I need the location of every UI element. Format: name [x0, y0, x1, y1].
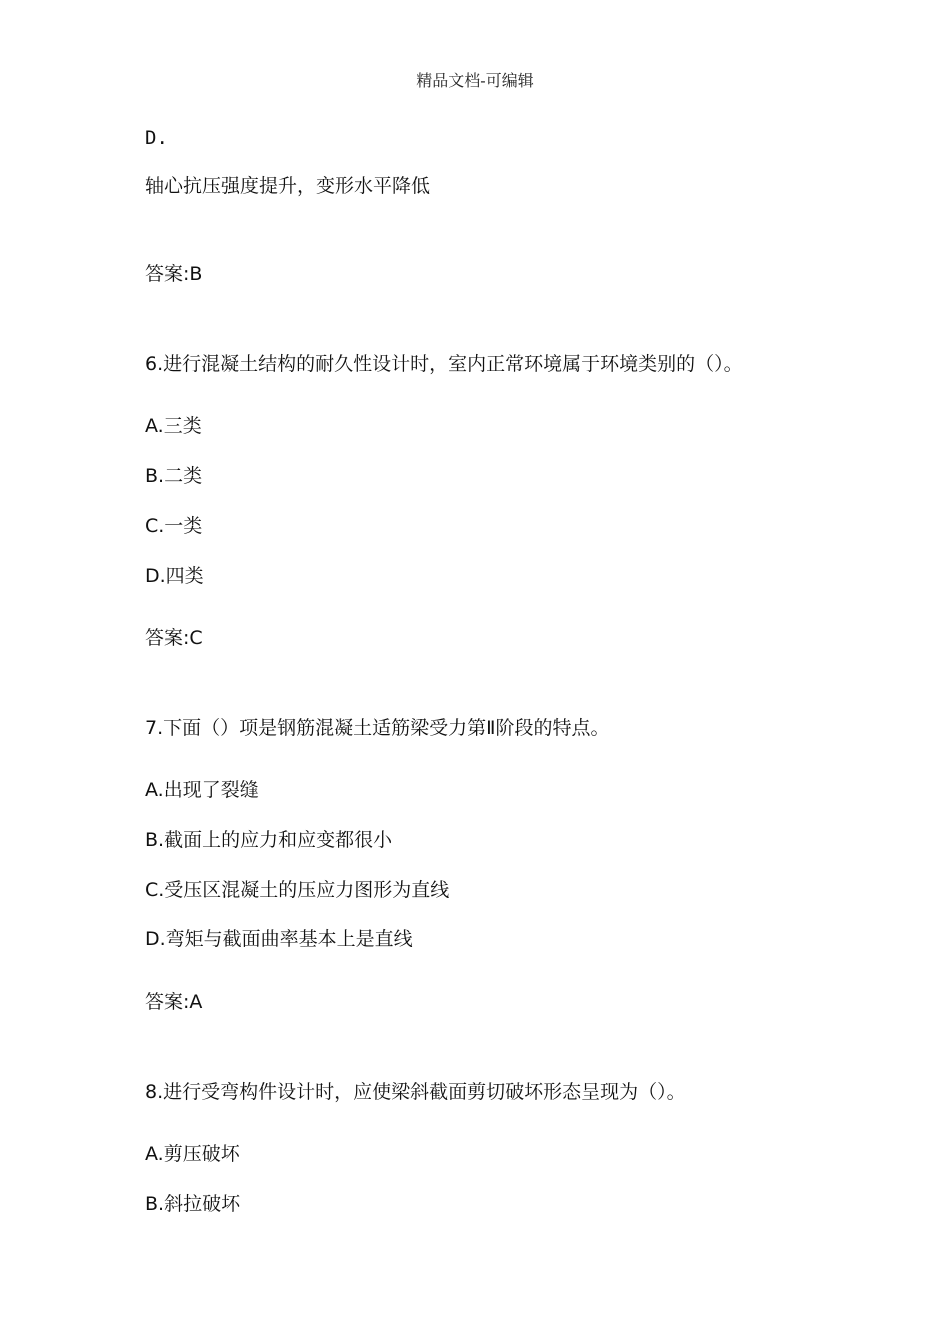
question-text: 7.下面（）项是钢筋混凝土适筋梁受力第Ⅱ阶段的特点。: [145, 717, 610, 739]
option-a: A.三类: [145, 415, 202, 437]
option-d: D.四类: [145, 565, 204, 587]
answer-text: 答案:A: [145, 991, 203, 1013]
option-d-text: 轴心抗压强度提升，变形水平降低: [145, 175, 431, 197]
question-text: 6.进行混凝土结构的耐久性设计时，室内正常环境属于环境类别的（）。: [145, 353, 743, 375]
option-d-label: D.: [145, 127, 168, 149]
answer-text: 答案:C: [145, 627, 203, 649]
option-a: A.出现了裂缝: [145, 779, 259, 801]
answer-text: 答案:B: [145, 263, 203, 285]
option-a: A.剪压破坏: [145, 1143, 240, 1165]
option-b: B.斜拉破坏: [145, 1193, 241, 1215]
page-header: 精品文档-可编辑: [416, 71, 534, 90]
question-text: 8.进行受弯构件设计时，应使梁斜截面剪切破坏形态呈现为（）。: [145, 1081, 686, 1103]
option-b: B.二类: [145, 465, 203, 487]
option-d: D.弯矩与截面曲率基本上是直线: [145, 928, 413, 950]
option-b: B.截面上的应力和应变都很小: [145, 829, 393, 851]
option-c: C.受压区混凝土的压应力图形为直线: [145, 879, 450, 901]
option-c: C.一类: [145, 515, 203, 537]
